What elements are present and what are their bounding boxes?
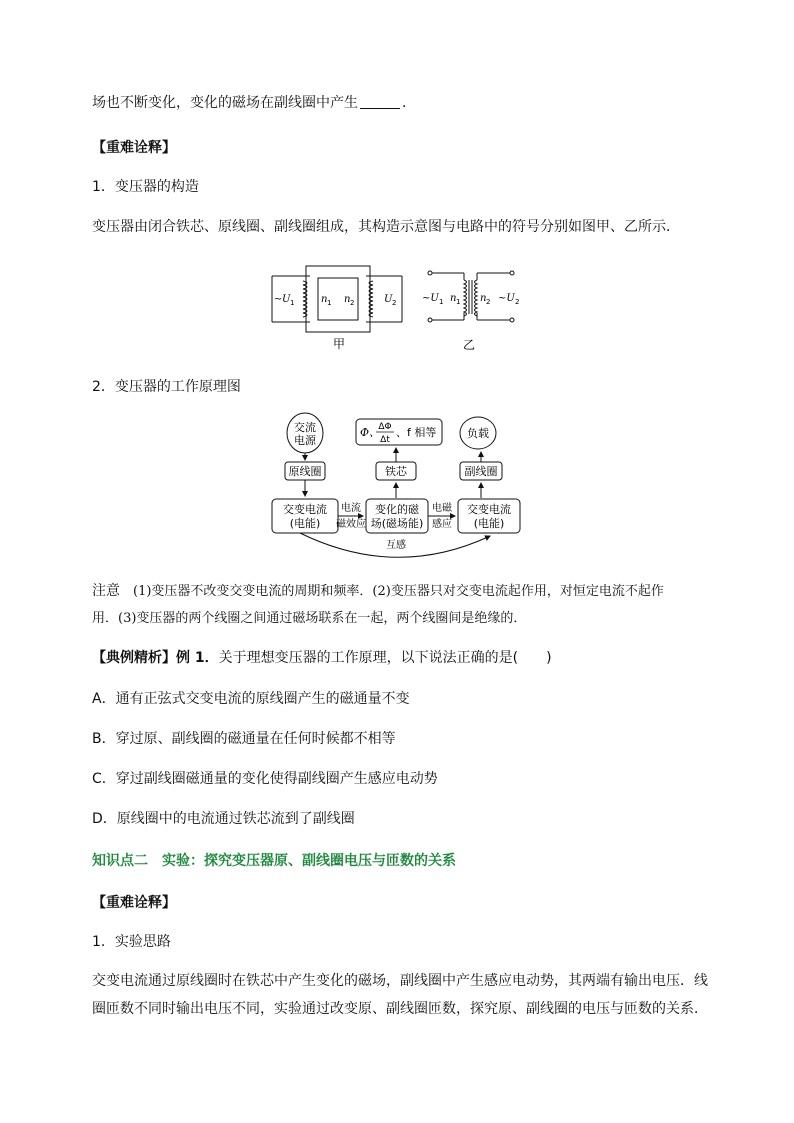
n1-label: n (321, 294, 328, 305)
symbol-n2-subscript: 2 (486, 298, 491, 306)
section-header-2: 【重难诠释】 (92, 895, 176, 911)
node-equal-den: Δt (380, 435, 390, 445)
ac-source-symbol: ~ (274, 294, 283, 305)
u2-subscript: 2 (392, 299, 397, 307)
node-current-l1: 交变电流 (283, 503, 327, 516)
node-current-out-l2: (电能) (473, 517, 505, 530)
node-equal-tail: 、f 相等 (396, 426, 437, 439)
node-secondary: 副线圈 (464, 465, 498, 478)
edge-label-2b: 感应 (432, 519, 452, 530)
u2-label: U (384, 294, 393, 305)
example-question (92, 647, 552, 667)
u1-subscript: 1 (290, 299, 295, 307)
symbol-u2-label: ~U (498, 293, 515, 304)
experiment-text-1: 交变电流通过原线圈时在铁芯中产生变化的磁场，副线圈中产生感应电动势，其两端有输出电压．线 (92, 973, 708, 989)
mutual-induction-label: 互感 (386, 540, 406, 551)
node-current-l2: (电能) (289, 517, 321, 530)
item-title-principle: 2．变压器的工作原理图 (92, 379, 241, 395)
node-source-l1: 交流 (294, 421, 316, 434)
symbol-u2-subscript: 2 (515, 298, 520, 306)
note-line-1 (92, 580, 664, 600)
u1-label: U (282, 294, 291, 305)
experiment-text-2: 圈匝数不同时输出电压不同，实验通过改变原、副线圈匝数，探究原、副线圈的电压与匝数的关系． (92, 1001, 708, 1017)
option-c: C．穿过副线圈磁通量的变化使得副线圈产生感应电动势 (92, 771, 438, 787)
note-text-1: (1)变压器不改变交变电流的周期和频率．(2)变压器只对交变电流起作用，对恒定电流不起作 (133, 584, 664, 599)
node-load: 负载 (467, 427, 489, 440)
intro-text: 场也不断变化，变化的磁场在副线圈中产生 (92, 95, 358, 111)
note-label: 注意 (92, 583, 120, 599)
node-current-out-l1: 交变电流 (467, 503, 511, 516)
symbol-n1-label: n (450, 293, 457, 304)
example-label: 例 1． (176, 650, 219, 666)
caption-jia: 甲 (333, 337, 346, 351)
edge-label-1a: 电流 (341, 503, 361, 514)
example-text: 关于理想变压器的工作原理，以下说法正确的是( ) (218, 650, 552, 666)
node-core: 铁芯 (385, 465, 407, 478)
symbol-n2-label: n (480, 293, 487, 304)
section-header: 【重难诠释】 (92, 140, 176, 156)
node-field-l1: 变化的磁 (375, 503, 419, 516)
node-source-l2: 电源 (294, 434, 316, 447)
node-field-l2: 场(磁场能) (370, 517, 424, 530)
node-equal-num: ΔΦ (378, 422, 392, 432)
option-a: A．通有正弦式交变电流的原线圈产生的磁通量不变 (92, 691, 410, 707)
symbol-u1-subscript: 1 (439, 298, 444, 306)
symbol-u1-label: ~U (422, 293, 439, 304)
caption-yi: 乙 (463, 338, 476, 352)
node-primary: 原线圈 (288, 465, 322, 478)
node-equal-phi: Φ、 (360, 426, 381, 439)
option-d: D．原线圈中的电流通过铁芯流到了副线圈 (92, 811, 355, 827)
item-title-structure: 1．变压器的构造 (92, 179, 199, 195)
knowledge-point-title: 知识点二 实验：探究变压器原、副线圈电压与匝数的关系 (92, 853, 456, 869)
option-b: B．穿过原、副线圈的磁通量在任何时候都不相等 (92, 731, 396, 747)
n2-label: n (344, 294, 351, 305)
edge-label-1b: 磁效应 (336, 519, 366, 530)
n2-subscript: 2 (350, 299, 355, 307)
example-tag: 【典例精析】 (92, 650, 176, 666)
note-line-2: 用．(3)变压器的两个线圈之间通过磁场联系在一起，两个线圈间是绝缘的． (92, 611, 527, 626)
edge-label-2a: 电磁 (432, 503, 452, 514)
structure-description: 变压器由闭合铁芯、原线圈、副线圈组成，其构造示意图与电路中的符号分别如图甲、乙所示． (92, 219, 680, 235)
symbol-n1-subscript: 1 (456, 298, 461, 306)
n1-subscript: 1 (327, 299, 332, 307)
intro-period: ． (402, 95, 416, 111)
item-title-experiment: 1．实验思路 (92, 934, 171, 950)
